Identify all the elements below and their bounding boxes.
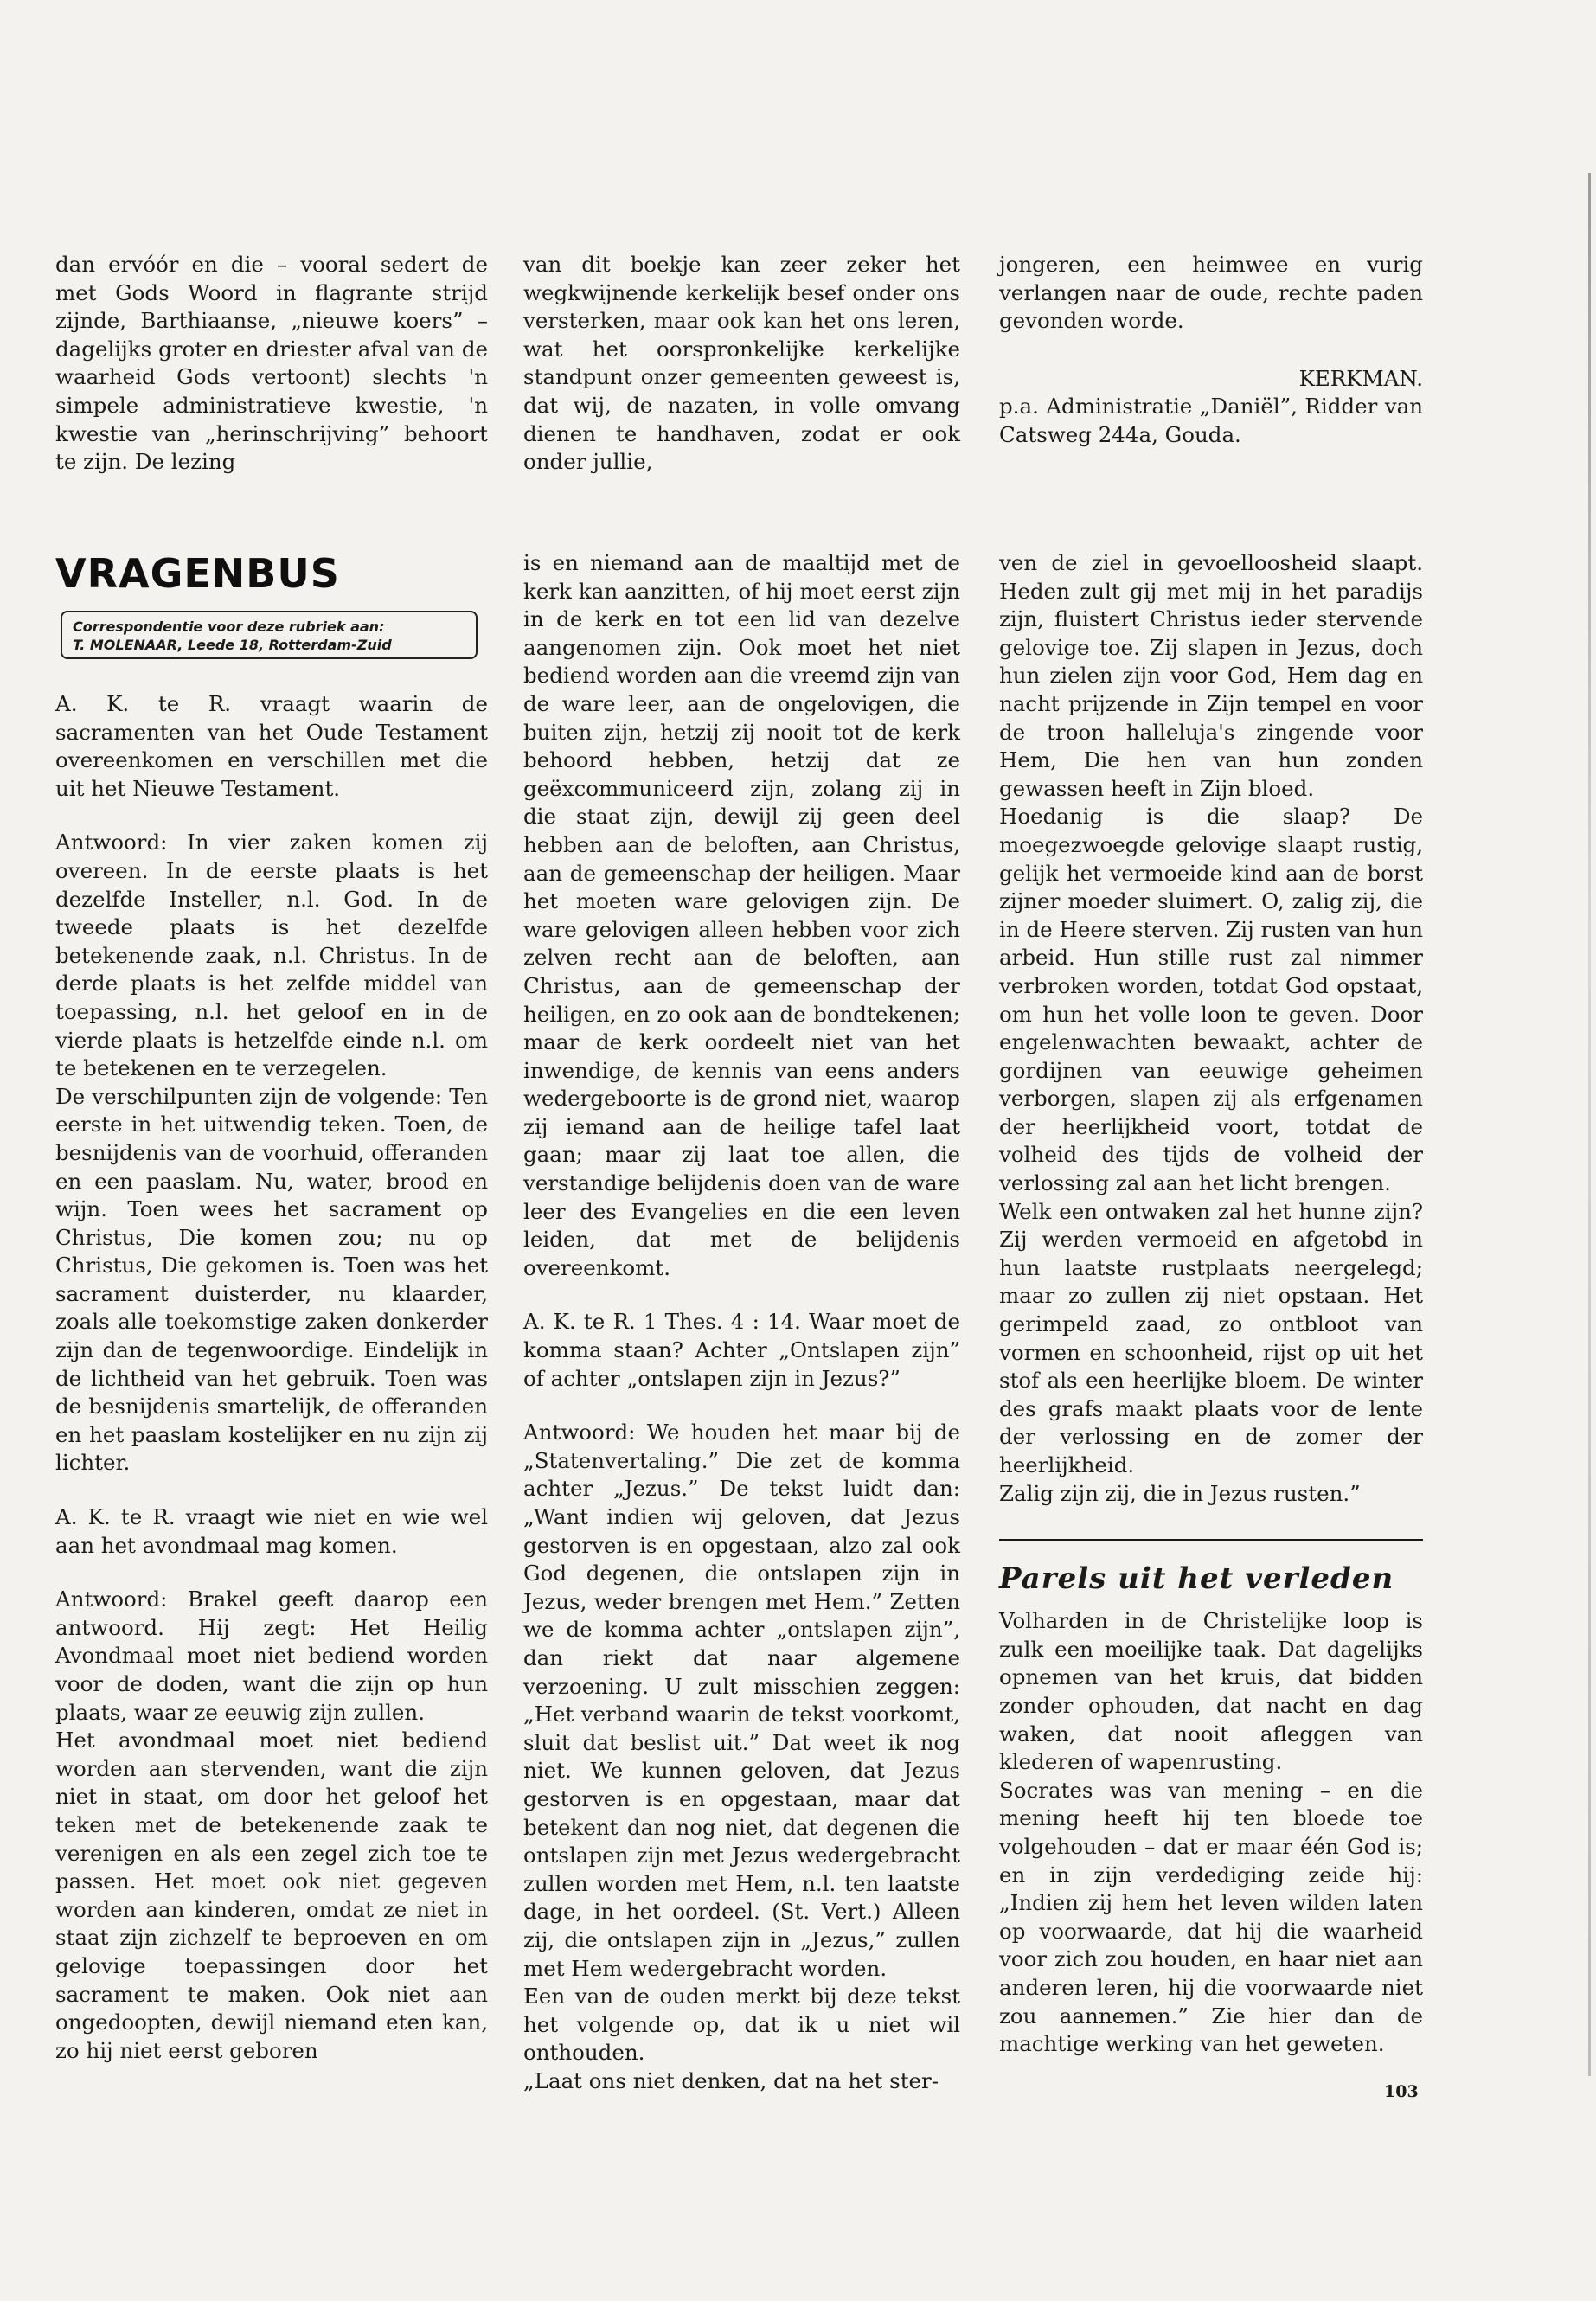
page-number: 103 — [1384, 2082, 1419, 2101]
page-edge-shadow — [1588, 173, 1591, 2076]
section-divider — [999, 1539, 1423, 1541]
top-column-3 — [999, 251, 1423, 450]
top-column-1 — [55, 251, 488, 477]
column-3 — [999, 549, 1423, 2059]
quote-part-4: Zalig zijn zij, die in Jezus rusten.” — [999, 1480, 1361, 1506]
answer-3-intro-quote: Een van de ouden merkt bij deze tekst het volgende op, dat ik u niet wil onthouden. — [523, 1984, 960, 2066]
parels-paragraph-1: Volharden in de Christelijke loop is zulk een moeilijke taak. Dat dagelijks opnemen van het kruis, dat bidden zonder ophouden, dat nacht en dag waken, dat nooit afleggen van klederen of wapenrusting. — [999, 1608, 1423, 1775]
answer-1-differences: De verschilpunten zijn de volgende: Ten eerste in het uitwendig teken. Toen, de besnijdenis van de voorhuid, offeranden en een paaslam. Nu, water, brood en wijn. Toen wees het sacrament op Christus, Die komen zou; nu op Christus, Die gekomen is. Toen was het sacrament duisterder, nu klaarder, zoals alle toekomstige zaken donkerder zijn dan de tegenwoordige. Eindelijk in de lichtheid van het gebruik. Toen was de besnijdenis smartelijk, de offeranden en het paaslam kostelijker en nu zijn zij lichter. — [55, 1083, 488, 1476]
answer-2-end: is en niemand aan de maaltijd met de kerk kan aanzitten, of hij moet eerst zijn in de kerk en tot een lid van dezelve aangenomen zijn. Ook moet het niet bediend worden aan die vreemd zijn van de ware leer, aan de ongelovigen, die buiten zijn, hetzij zij nooit tot de kerk behoord hebben, hetzij dat ze geëxcommuniceerd zijn, zolang zij in die staat zijn, dewijl zij geen deel hebben aan de beloften, aan Christus, aan de gemeenschap der heiligen. Maar het moeten ware gelovigen zijn. De ware gelovigen alleen hebben voor zich zelven recht aan de beloften, aan Christus, aan de gemeenschap der heiligen, en zo ook aan de bondtekenen; maar de kerk oordeelt niet van het inwendige, de kennis van eens anders wedergeboorte is de grond niet, waarop zij iemand aan de heilige tafel laat gaan; maar zij laat toe allen, die verstandige belijdenis doen van de ware leer des Evangelies en die een leven leiden, dat met de belijdenis overeenkomt. — [523, 550, 960, 1280]
correspondence-line-2: T. MOLENAAR, Leede 18, Rotterdam-Zuid — [73, 637, 392, 653]
question-2: A. K. te R. vraagt wie niet en wie wel aan het avondmaal mag komen. — [55, 1504, 488, 1558]
correspondence-box — [61, 611, 478, 659]
column-2 — [523, 549, 960, 2095]
top-column-2 — [523, 251, 960, 477]
top-text-1: dan ervóór en die – vooral sedert de met Gods Woord in flagrante strijd zijnde, Barthiaanse, „nieuwe koers” – dagelijks groter en driester afval van de waarheid Gods vertoont) slechts 'n simpele administratieve kwestie, 'n kwestie van „herinschrijving” behoort te zijn. De lezing — [55, 252, 488, 475]
answer-1: Antwoord: In vier zaken komen zij overeen. In de eerste plaats is het dezelfde Insteller, n.l. God. In de tweede plaats is het dezelfde betekenende zaak, n.l. Christus. In de derde plaats is het zelfde middel van toepassing, n.l. het geloof en in de vierde plaats is hetzelfde einde n.l. om te betekenen en te verzegelen. — [55, 830, 488, 1081]
signature: KERKMAN. — [1298, 365, 1423, 391]
parels-heading: Parels uit het verleden — [999, 1561, 1394, 1597]
top-text-2: van dit boekje kan zeer zeker het wegkwijnende kerkelijk besef onder ons versterken, maar ook kan het ons leren, wat het oorspronkelijke kerkelijke standpunt onzer gemeenten geweest is, dat wij, de nazaten, in volle omvang dienen te handhaven, zodat er ook onder jullie, — [523, 252, 960, 475]
quote-part-1: ven de ziel in gevoelloosheid slaapt. Heden zult gij met mij in het paradijs zijn, fluistert Christus ieder stervende gelovige toe. Zij slapen in Jezus, doch hun zielen zijn voor God, Hem dag en nacht prijzende in Zijn tempel en voor de troon halleluja's zingende voor Hem, Die hen van hun zonden gewassen heeft in Zijn bloed. — [999, 550, 1423, 801]
quote-part-3: Welk een ontwaken zal het hunne zijn? Zij werden vermoeid en afgetobd in hun laatste rustplaats neergelegd; maar zo zullen zij niet opstaan. Het gerimpeld zaad, zo ontbloot van vormen en schoonheid, rijst op uit het stof als een heerlijke bloem. De winter des grafs maakt plaats voor de lente der verlossing en de zomer der heerlijkheid. — [999, 1198, 1423, 1477]
answer-2: Antwoord: Brakel geeft daarop een antwoord. Hij zegt: Het Heilig Avondmaal moet niet bediend worden voor de doden, want die zijn op hun plaats, waar ze eeuwig zijn zullen. — [55, 1586, 488, 1725]
correspondence-line-1: Correspondentie voor deze rubriek aan: — [73, 619, 385, 635]
question-3: A. K. te R. 1 Thes. 4 : 14. Waar moet de komma staan? Achter „Ontslapen zijn” of achter „ontslapen zijn in Jezus?” — [523, 1309, 960, 1391]
answer-2-continued: Het avondmaal moet niet bediend worden aan stervenden, want die zijn niet in staat, om door het geloof het teken met de betekenende zaak te verenigen en als een zegel zich toe te passen. Het moet ook niet gegeven worden aan kinderen, omdat ze niet in staat zijn zichzelf te beproeven en om gelovige toepassingen door het sacrament te maken. Ook niet aan ongedoopten, dewijl niemand eten kan, zo hij niet eerst geboren — [55, 1727, 488, 2063]
parels-paragraph-2: Socrates was van mening – en die mening heeft hij ten bloede toe volgehouden – dat er maar één God is; en in zijn verdediging zeide hij: „Indien zij hem het leven wilden laten op voorwaarde, dat hij die waarheid voor zich zou houden, en haar niet aan anderen leren, hij die voorwaarde niet zou aannemen.” Zie hier dan de machtige werking van het geweten. — [999, 1777, 1423, 2057]
question-1: A. K. te R. vraagt waarin de sacramenten van het Oude Testament overeenkomen en verschillen met die uit het Nieuwe Testament. — [55, 691, 488, 801]
answer-3: Antwoord: We houden het maar bij de „Statenvertaling.” Die zet de komma achter „Jezus.” De tekst luidt dan: „Want indien wij geloven, dat Jezus gestorven is en opgestaan, alzo zal ook God degenen, die ontslapen zijn in Jezus, weder brengen met Hem.” Zetten we de komma achter „ontslapen zijn”, dan riekt dat naar algemene verzoening. U zult misschien zeggen: „Het verband waarin de tekst voorkomt, sluit dat beslist uit.” Dat weet ik nog niet. We kunnen geloven, dat Jezus gestorven is en opgestaan, maar dat betekent dan nog niet, dat degenen die ontslapen zijn met Jezus wedergebracht zullen worden met Hem, n.l. ten laatste dage, in het oordeel. (St. Vert.) Alleen zij, die ontslapen zijn in „Jezus,” zullen met Hem wedergebracht worden. — [523, 1420, 960, 1981]
answer-3-quote-start: „Laat ons niet denken, dat na het ster- — [523, 2067, 939, 2093]
vragenbus-heading: VRAGENBUS — [55, 550, 340, 597]
quote-part-2: Hoedanig is die slaap? De moegezwoegde gelovige slaapt rustig, gelijk het vermoeide kind aan de borst zijner moeder sluimert. O, zalig zij, die in de Heere sterven. Zij rusten van hun arbeid. Hun stille rust zal nimmer verbroken worden, totdat God opstaat, om hun het volle loon te geven. Door engelenwachten bewaakt, achter de gordijnen van eeuwige geheimen verborgen, slapen zij als erfgenamen der heerlijkheid voort, totdat de volheid des tijds de volheid der verlossing zal aan het licht brengen. — [999, 804, 1423, 1196]
column-1 — [55, 550, 488, 2065]
address: p.a. Administratie „Daniël”, Ridder van Catsweg 244a, Gouda. — [999, 394, 1423, 447]
top-text-3: jongeren, een heimwee en vurig verlangen naar de oude, rechte paden gevonden worde. — [999, 252, 1423, 334]
